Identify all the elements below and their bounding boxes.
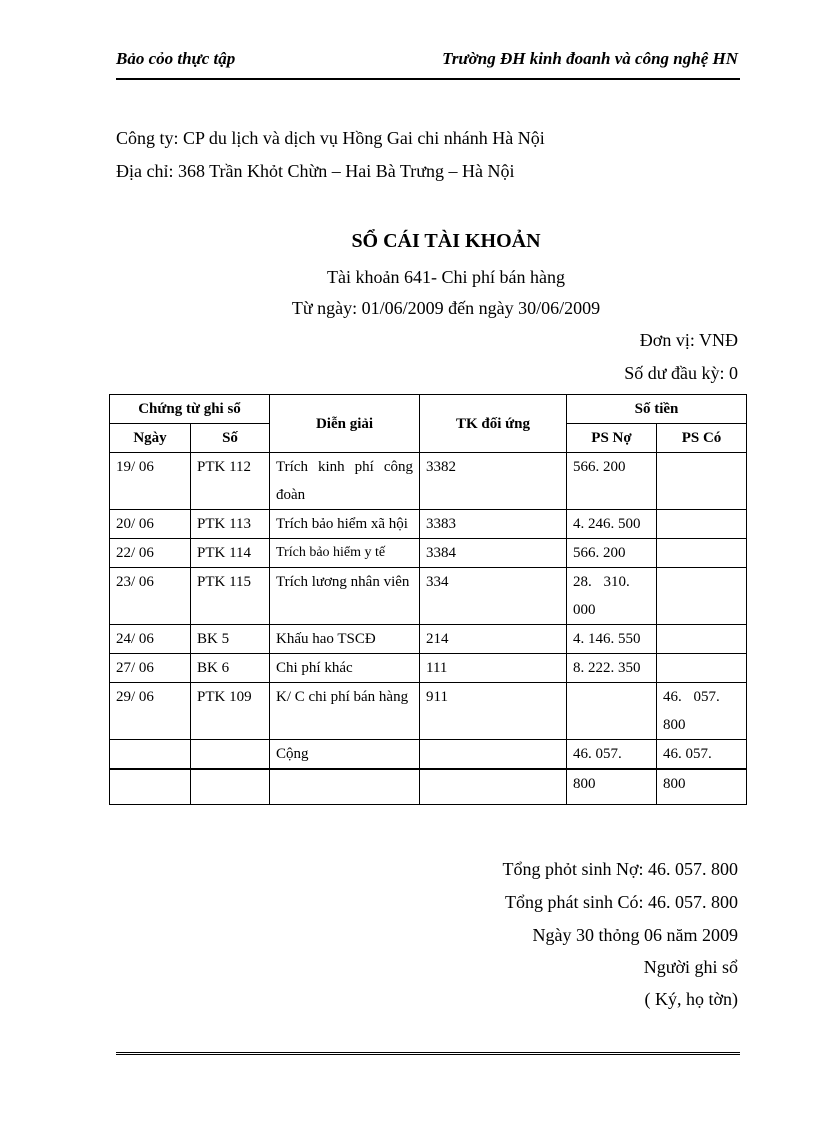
cell-account: 911 xyxy=(420,683,567,740)
currency-unit: Đơn vị: VNĐ xyxy=(639,330,738,350)
header-divider xyxy=(116,78,740,80)
header-credit: PS Có xyxy=(657,424,747,453)
header-description: Diễn giải xyxy=(270,395,420,453)
cell-number: PTK 112 xyxy=(191,453,270,510)
cell-number xyxy=(191,740,270,770)
total-debit-part2: 800 xyxy=(567,769,657,805)
cell-description: Trích kinh phí công đoàn xyxy=(270,453,420,510)
cell-description xyxy=(270,769,420,805)
table-row xyxy=(110,539,747,568)
cell-date: 19/ 06 xyxy=(110,453,191,510)
opening-balance: Số dư đầu kỳ: 0 xyxy=(624,363,738,383)
cell-credit xyxy=(657,568,747,625)
header-amount: Số tiền xyxy=(567,395,747,424)
cell-account: 3383 xyxy=(420,510,567,539)
table-row xyxy=(110,568,747,625)
total-label: Cộng xyxy=(270,740,420,770)
cell-credit xyxy=(657,510,747,539)
cell-credit: 46. 057. 800 xyxy=(657,683,747,740)
cell-debit xyxy=(567,683,657,740)
report-header-left: Bảo cỏo thực tập xyxy=(116,49,236,68)
cell-number: PTK 109 xyxy=(191,683,270,740)
total-debit-part1: 46. 057. xyxy=(567,740,657,770)
table-row xyxy=(110,683,747,740)
total-row-continued xyxy=(110,769,747,805)
signer-title: Người ghi sổ xyxy=(643,957,738,977)
total-debit-summary: Tổng phỏt sinh Nợ: 46. 057. 800 xyxy=(502,859,738,879)
cell-description: Trích lương nhân viên xyxy=(270,568,420,625)
cell-debit: 28. 310. 000 xyxy=(567,568,657,625)
cell-number xyxy=(191,769,270,805)
company-address: Địa chỉ: 368 Trần Khỏt Chừn – Hai Bà Trưng – Hà Nội xyxy=(116,161,515,181)
cell-account xyxy=(420,769,567,805)
table-row xyxy=(110,654,747,683)
cell-date: 22/ 06 xyxy=(110,539,191,568)
cell-date xyxy=(110,769,191,805)
signature-note: ( Ký, họ tờn) xyxy=(644,989,738,1009)
footer-divider xyxy=(116,1052,740,1055)
cell-account: 214 xyxy=(420,625,567,654)
cell-description: Khấu hao TSCĐ xyxy=(270,625,420,654)
total-row xyxy=(110,740,747,770)
cell-account: 3384 xyxy=(420,539,567,568)
cell-account: 3382 xyxy=(420,453,567,510)
total-credit-summary: Tổng phát sinh Có: 46. 057. 800 xyxy=(505,892,738,912)
table-row xyxy=(110,510,747,539)
cell-number: BK 6 xyxy=(191,654,270,683)
company-name: Công ty: CP du lịch và dịch vụ Hồng Gai chi nhánh Hà Nội xyxy=(116,128,545,148)
header-number: Số xyxy=(191,424,270,453)
cell-credit xyxy=(657,539,747,568)
cell-credit xyxy=(657,625,747,654)
total-credit-part1: 46. 057. xyxy=(657,740,747,770)
cell-credit xyxy=(657,453,747,510)
cell-credit xyxy=(657,654,747,683)
cell-debit: 4. 146. 550 xyxy=(567,625,657,654)
header-debit: PS Nợ xyxy=(567,424,657,453)
cell-date: 20/ 06 xyxy=(110,510,191,539)
cell-description: Trích bảo hiểm y tế xyxy=(270,539,420,568)
report-header-right: Trường ĐH kinh đoanh và công nghệ HN xyxy=(442,49,738,68)
cell-date: 23/ 06 xyxy=(110,568,191,625)
cell-number: PTK 114 xyxy=(191,539,270,568)
ledger-table xyxy=(109,394,747,805)
cell-debit: 8. 222. 350 xyxy=(567,654,657,683)
cell-account: 334 xyxy=(420,568,567,625)
cell-date xyxy=(110,740,191,770)
cell-date: 29/ 06 xyxy=(110,683,191,740)
signature-date: Ngày 30 thỏng 06 năm 2009 xyxy=(532,925,738,945)
header-date: Ngày xyxy=(110,424,191,453)
cell-number: PTK 113 xyxy=(191,510,270,539)
cell-debit: 4. 246. 500 xyxy=(567,510,657,539)
cell-date: 27/ 06 xyxy=(110,654,191,683)
header-contra-account: TK đối ứng xyxy=(420,395,567,453)
cell-date: 24/ 06 xyxy=(110,625,191,654)
cell-debit: 566. 200 xyxy=(567,539,657,568)
cell-description: Chi phí khác xyxy=(270,654,420,683)
table-row xyxy=(110,625,747,654)
total-credit-part2: 800 xyxy=(657,769,747,805)
cell-description: Trích bảo hiểm xã hội xyxy=(270,510,420,539)
table-row xyxy=(110,453,747,510)
ledger-title: SỔ CÁI TÀI KHOẢN xyxy=(351,230,541,252)
cell-number: PTK 115 xyxy=(191,568,270,625)
header-voucher: Chứng từ ghi sổ xyxy=(110,395,270,424)
ledger-period: Từ ngày: 01/06/2009 đến ngày 30/06/2009 xyxy=(291,298,601,318)
cell-debit: 566. 200 xyxy=(567,453,657,510)
cell-description: K/ C chi phí bán hàng xyxy=(270,683,420,740)
cell-account: 111 xyxy=(420,654,567,683)
cell-account xyxy=(420,740,567,770)
cell-number: BK 5 xyxy=(191,625,270,654)
ledger-account: Tài khoản 641- Chi phí bán hàng xyxy=(327,267,565,287)
